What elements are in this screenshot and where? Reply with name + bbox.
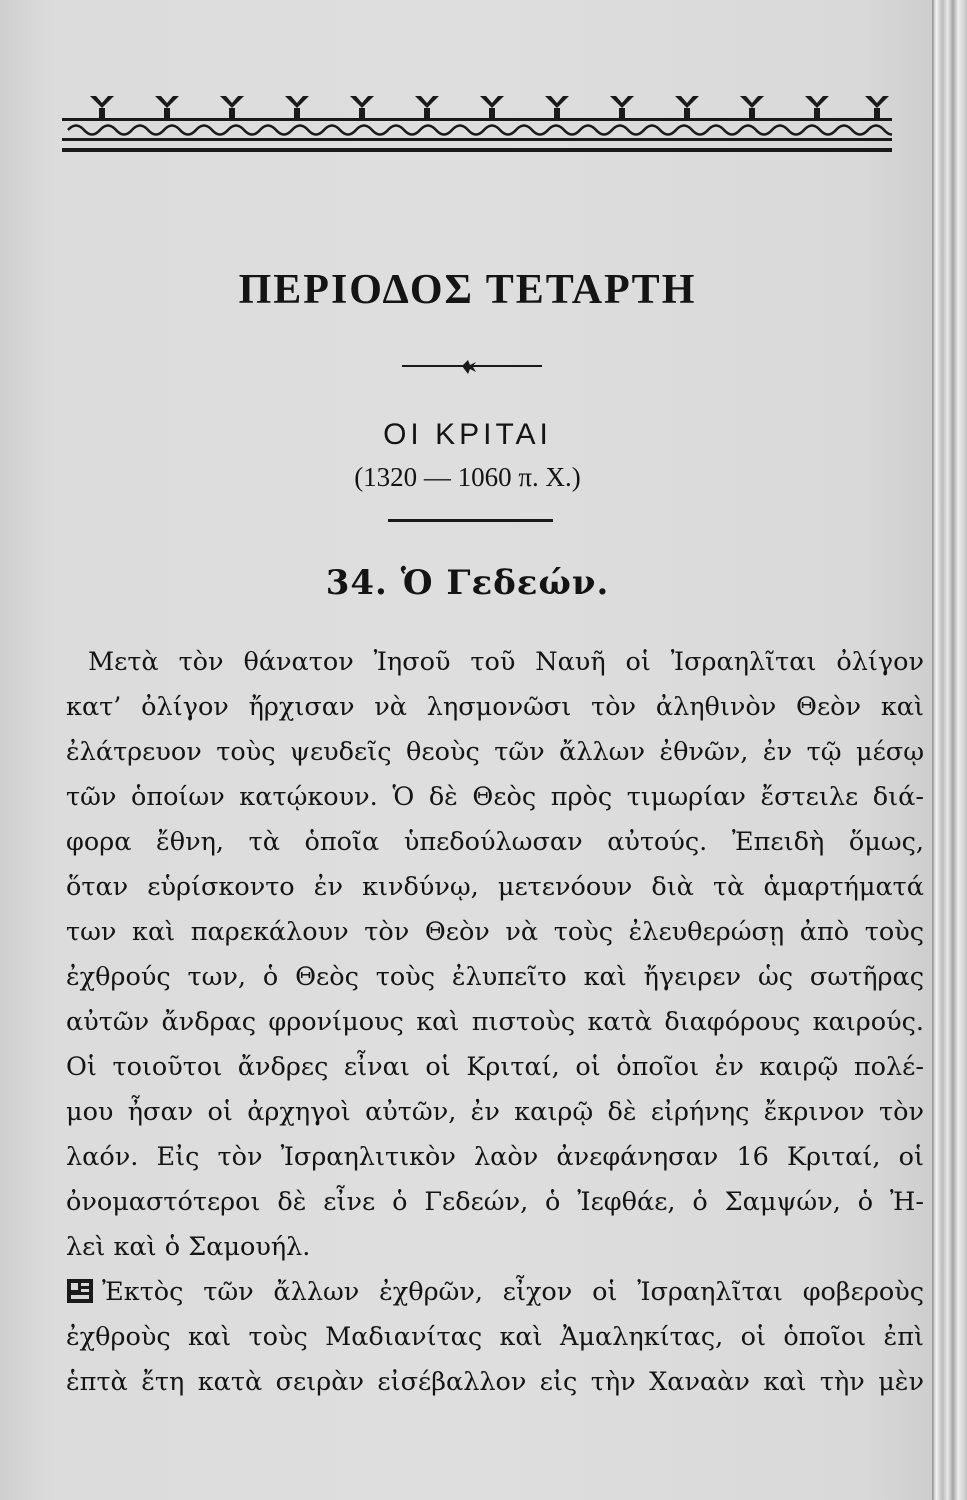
text-line: ἑπτὰ ἔτη κατὰ σειρὰν εἰσέβαλλον εἰς τὴν Χαναὰν καὶ τὴν μὲν [66,1367,924,1397]
decorative-header-ornament [62,88,892,158]
text-line: αὐτῶν ἄνδρας φρονίμους καὶ πιστοὺς κατὰ διαφόρους καιρούς. [66,1007,924,1037]
period-title: ΠΕΡΙΟΔΟΣ ΤΕΤΑΡΤΗ [238,267,697,313]
paragraph-start-line [66,1270,924,1315]
section-subtitle: ΟΙ ΚΡΙΤΑΙ [383,418,552,451]
text-line: λαόν. Εἰς τὸν Ἰσραηλιτικὸν λαὸν ἀνεφάνησαν 16 Κριταί, οἱ [66,1142,924,1172]
text-line: ὅταν εὑρίσκοντο ἐν κινδύνῳ, μετενόουν διὰ τὰ ἁμαρτήματά [66,872,924,902]
text-line: μου ἦσαν οἱ ἀρχηγοὶ αὐτῶν, ἐν καιρῷ δὲ εἰρήνης ἔκρινον τὸν [66,1097,924,1127]
chapter-title: 34. Ὁ Γεδεών. [325,563,610,603]
text-line: ἐλάτρευον τοὺς ψευδεῖς θεοὺς τῶν ἄλλων ἐθνῶν, ἐν τῷ μέσῳ [66,737,924,767]
horizontal-rule [388,519,553,522]
page-edge-binding [932,0,967,1500]
paragraph-mark-icon [66,1278,94,1304]
text-line: φορα ἔθνη, τὰ ὁποῖα ὑπεδούλωσαν αὐτούς. Ἐπειδὴ ὅμως, [66,827,924,857]
text-line: ἐχθροὺς καὶ τοὺς Μαδιανίτας καὶ Ἀμαληκίτας, οἱ ὁποῖοι ἐπὶ [66,1322,924,1352]
text-line: τῶν ὁποίων κατῴκουν. Ὁ δὲ Θεὸς πρὸς τιμωρίαν ἔστειλε διά- [66,782,924,812]
text-line: ὀνομαστότεροι δὲ εἶνε ὁ Γεδεών, ὁ Ἰεφθάε, ὁ Σαμψών, ὁ Ἠ- [66,1187,924,1217]
star-divider-icon [402,356,542,376]
body-text [66,640,924,1405]
text-line: Μετὰ τὸν θάνατον Ἰησοῦ τοῦ Ναυῆ οἱ Ἰσραηλῖται ὀλίγον [88,647,924,677]
text-line: των καὶ παρεκάλουν τὸν Θεὸν νὰ τοὺς ἐλευθερώσῃ ἀπὸ τοὺς [66,917,924,947]
text-line: Ἐκτὸς τῶν ἄλλων ἐχθρῶν, εἶχον οἱ Ἰσραηλῖται φοβεροὺς [102,1277,924,1307]
text-line: ἐχθρούς των, ὁ Θεὸς τοὺς ἐλυπεῖτο καὶ ἤγειρεν ὡς σωτῆρας [66,962,924,992]
text-line: Οἱ τοιοῦτοι ἄνδρες εἶναι οἱ Κριταί, οἱ ὁποῖοι ἐν καιρῷ πολέ- [66,1052,924,1082]
text-line: λεὶ καὶ ὁ Σαμουήλ. [66,1232,311,1262]
date-range: (1320 — 1060 π. Χ.) [354,462,581,492]
text-line: κατ’ ὀλίγον ἤρχισαν νὰ λησμονῶσι τὸν ἀληθινὸν Θεὸν καὶ [66,692,924,722]
